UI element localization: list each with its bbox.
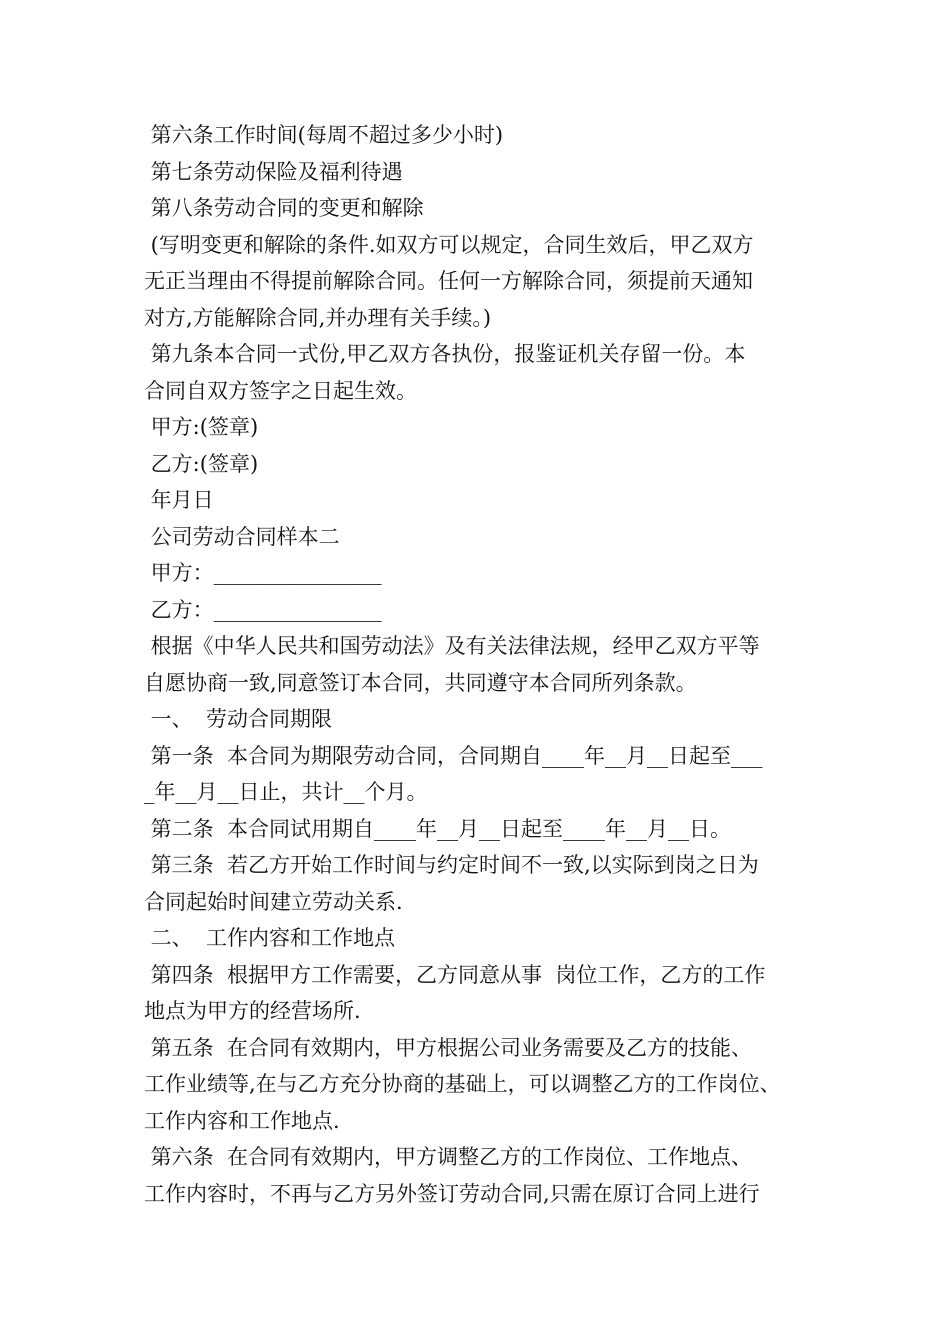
text-line: 合同自双方签字之日起生效。 (144, 378, 417, 403)
text-line: 乙方:(签章) (144, 451, 259, 476)
text-line: 根据《中华人民共和国劳动法》及有关法律法规，经甲乙双方平等 (144, 634, 760, 658)
text-line: 年月日 (144, 488, 214, 512)
text-line: 一、 劳动合同期限 (144, 707, 333, 731)
text-line: 地点为甲方的经营场所. (144, 999, 361, 1023)
text-line: 甲方：________________ (144, 561, 382, 585)
text-line: 第五条 在合同有效期内，甲方根据公司业务需要及乙方的技能、 (144, 1035, 753, 1060)
text-line: 乙方：________________ (144, 597, 382, 622)
text-line: 第二条 本合同试用期自____年__月__日起至____年__月__日。 (144, 816, 732, 841)
text-line: 第一条 本合同为期限劳动合同，合同期自____年__月__日起至___ (144, 743, 763, 768)
text-line: 第七条劳动保险及福利待遇 (144, 159, 403, 184)
text-line: 无正当理由不得提前解除合同。任何一方解除合同，须提前天通知 (144, 269, 753, 293)
text-line: 第九条本合同一式份,甲乙双方各执份，报鉴证机关存留一份。本 (144, 342, 746, 366)
text-line: 工作内容时，不再与乙方另外签订劳动合同,只需在原订合同上进行 (144, 1181, 760, 1206)
text-line: 二、 工作内容和工作地点 (144, 926, 396, 950)
text-line: 工作业绩等,在与乙方充分协商的基础上，可以调整乙方的工作岗位、 (144, 1072, 781, 1096)
text-line: 第六条 在合同有效期内，甲方调整乙方的工作岗位、工作地点、 (144, 1145, 753, 1169)
document-body (144, 117, 816, 1212)
text-line: 工作内容和工作地点. (144, 1108, 340, 1133)
text-line: 甲方:(签章) (144, 415, 259, 439)
text-line: (写明变更和解除的条件.如双方可以规定，合同生效后，甲乙双方 (144, 232, 754, 257)
text-line: 自愿协商一致,同意签订本合同，共同遵守本合同所列条款。 (144, 670, 697, 695)
text-line: 第八条劳动合同的变更和解除 (144, 196, 424, 220)
text-line: 第四条 根据甲方工作需要，乙方同意从事 岗位工作，乙方的工作 (144, 962, 766, 987)
text-line: 对方,方能解除合同,并办理有关手续。) (144, 305, 492, 330)
text-line: _年__月__日止，共计__个月。 (144, 780, 428, 804)
text-line: 第三条 若乙方开始工作时间与约定时间不一致,以实际到岗之日为 (144, 853, 759, 877)
text-line: 公司劳动合同样本二 (144, 524, 340, 549)
text-line: 第六条工作时间(每周不超过多少小时) (144, 123, 504, 147)
text-line: 合同起始时间建立劳动关系. (144, 889, 403, 914)
